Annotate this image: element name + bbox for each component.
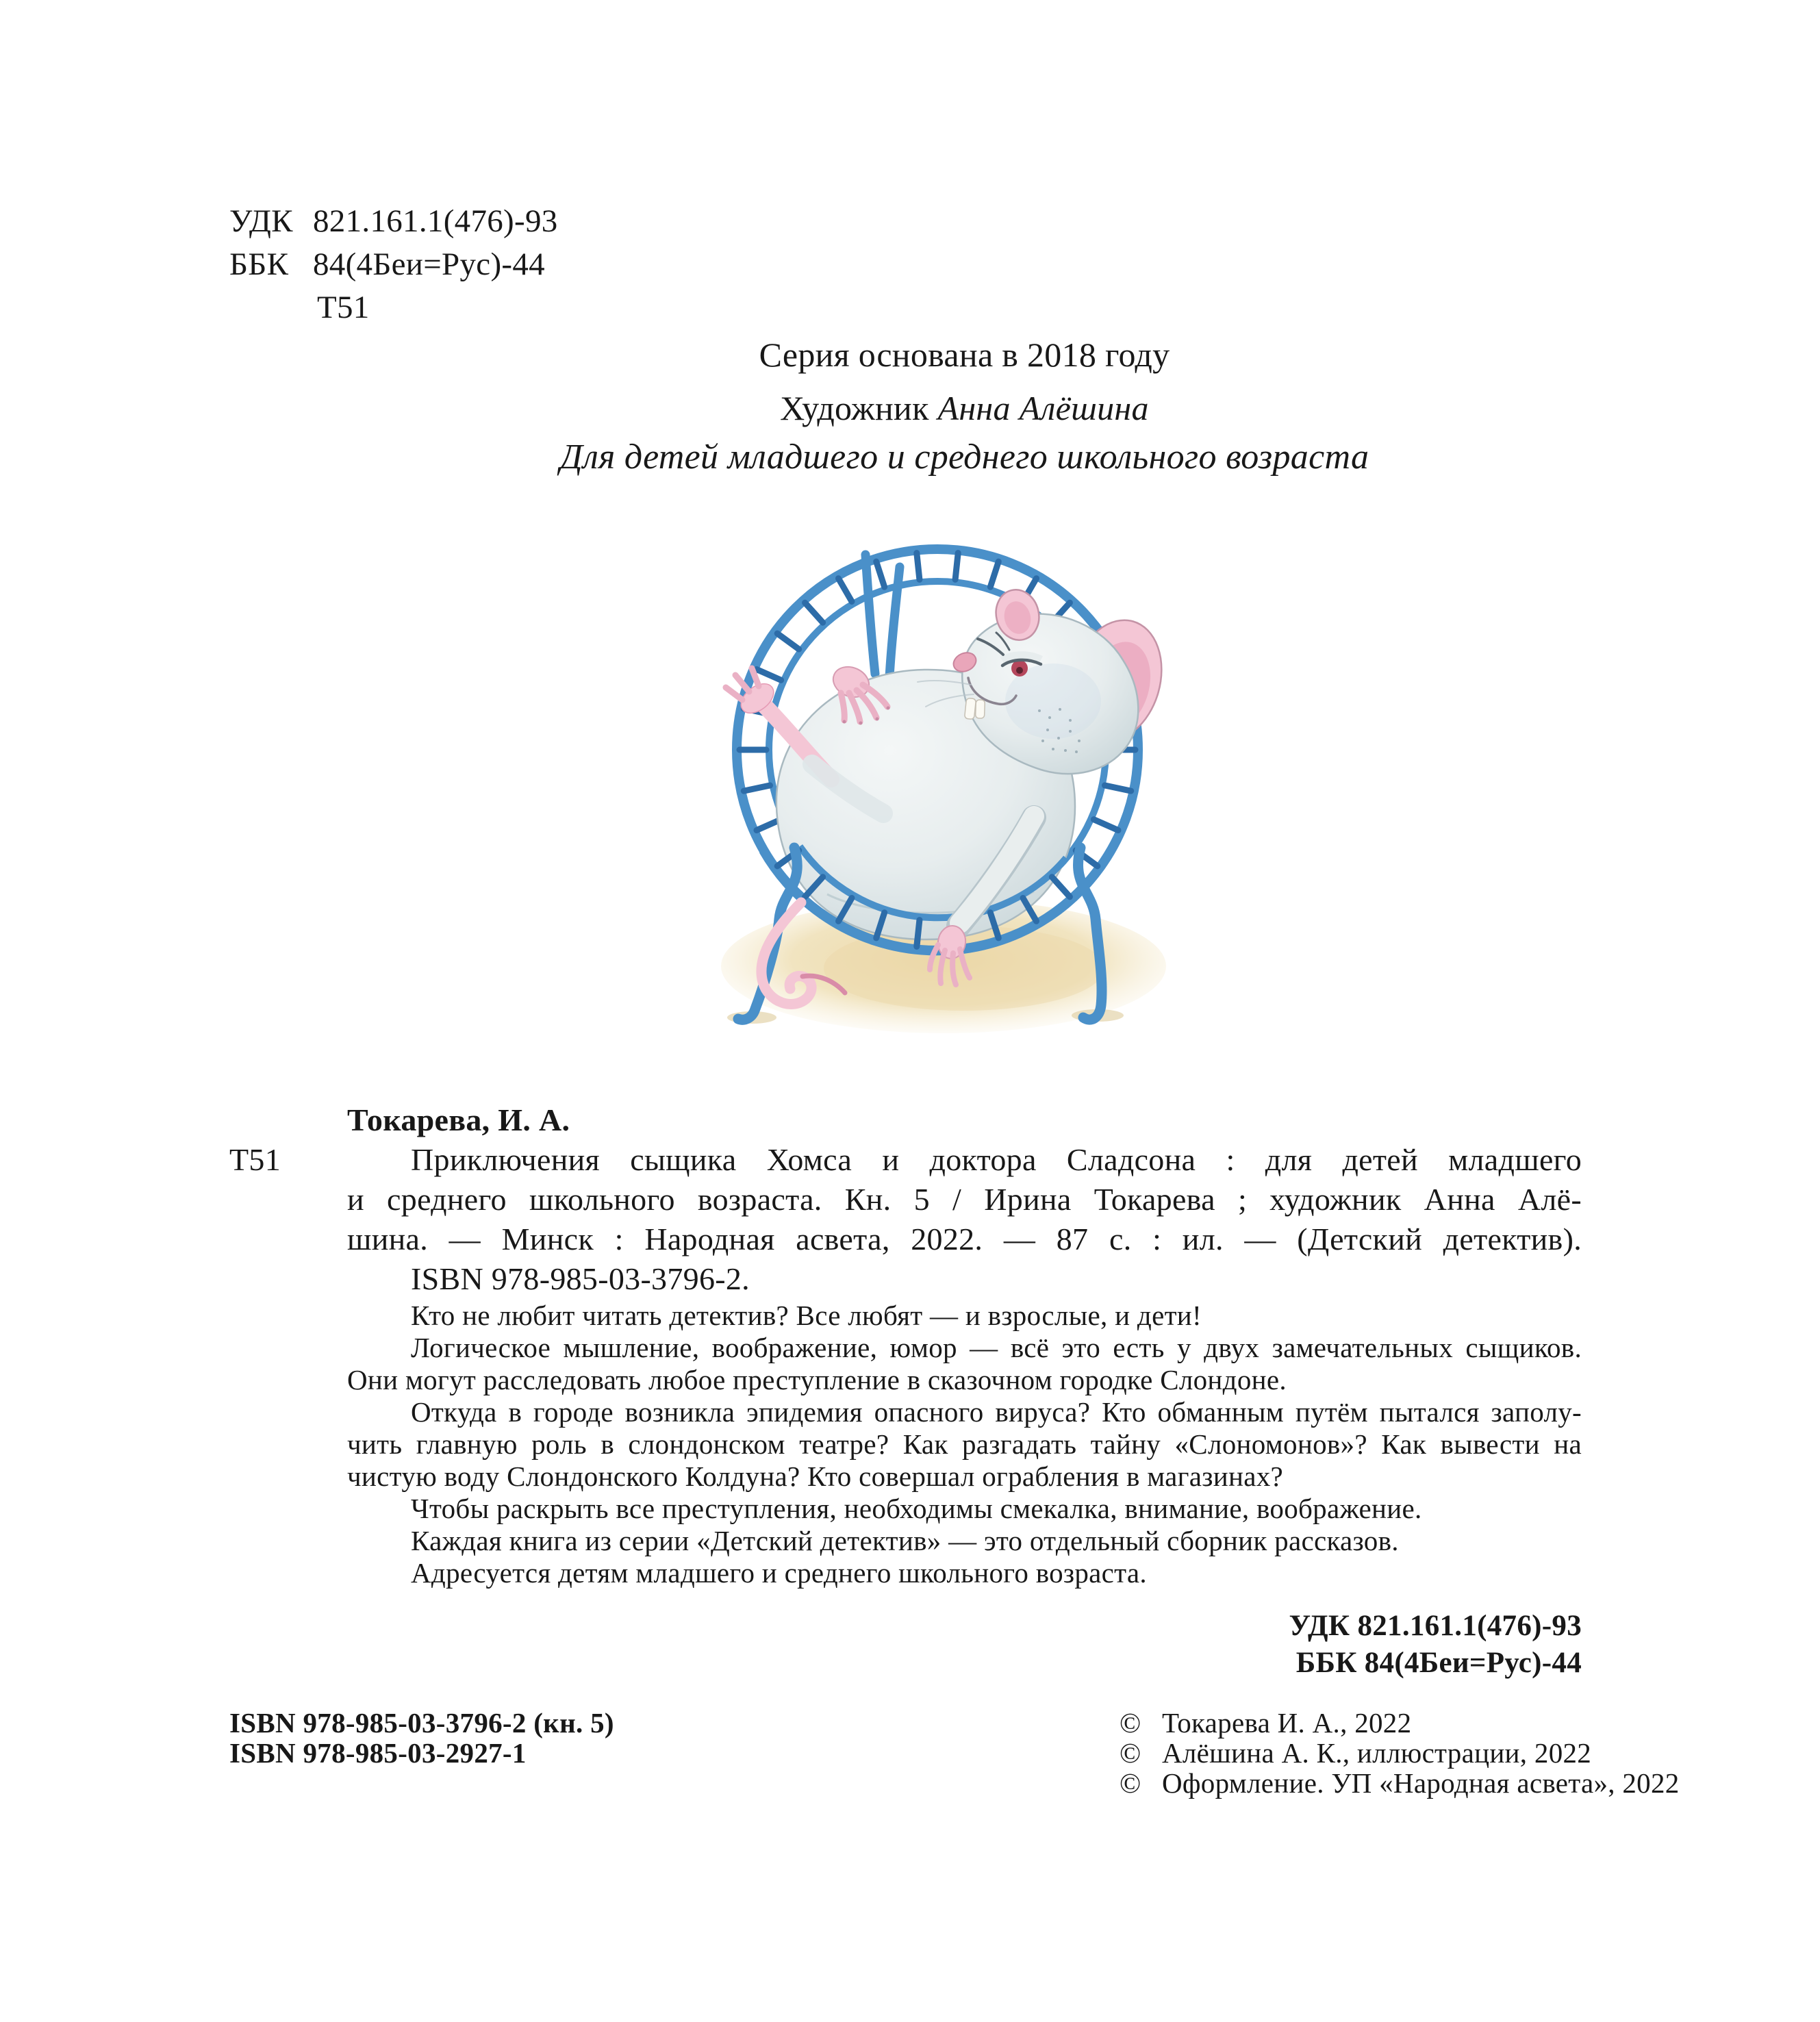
index-bbk: ББК 84(4Беи=Рус)-44 <box>1296 1647 1582 1679</box>
aline: Кто не любит читать детектив? Все любят — и взрослые, и дети! <box>411 1300 1202 1331</box>
aline: Логическое мышление, воображение, юмор — всё это есть у двух замечательных сыщиков. <box>411 1332 1582 1363</box>
aline: Каждая книга из серии «Детский детектив» — это отдельный сборник рассказов. <box>411 1525 1399 1556</box>
aline: чить главную роль в слондонском театре? Как разгадать тайну «Слономонов»? Как вывести на <box>347 1428 1582 1460</box>
bbk-line <box>229 243 558 286</box>
index-udk: УДК 821.161.1(476)-93 <box>1289 1610 1582 1642</box>
aline: Они могут расследовать любое преступление в сказочном городке Слондоне. <box>347 1364 1287 1395</box>
cline: и среднего школьного возраста. Кн. 5 / Ирина Токарева ; художник Анна Алё- <box>347 1182 1582 1217</box>
annotation <box>347 1300 1582 1589</box>
bbk-label: ББК <box>229 247 289 282</box>
copyright-icon: © <box>1120 1737 1141 1769</box>
artist-prefix: Художник <box>780 389 929 427</box>
catalog-author-sign: Т51 <box>229 1142 281 1177</box>
audience-note: Для детей младшего и среднего школьного возраста <box>559 438 1369 477</box>
aline: Адресуется детям младшего и среднего школьного возраста. <box>411 1557 1147 1589</box>
iline: ISBN 978-985-03-2927-1 <box>229 1737 527 1769</box>
bbk-value: 84(4Беи=Рус)-44 <box>313 247 545 282</box>
cline: Приключения сыщика Хомса и доктора Сладсона : для детей младшего <box>411 1142 1582 1177</box>
iline: ISBN 978-985-03-3796-2 (кн. 5) <box>229 1707 614 1739</box>
catalog-card <box>229 1100 1582 1299</box>
mouse-teeth <box>964 698 985 719</box>
aline: чистую воду Слондонского Колдуна? Кто совершал ограбления в магазинах? <box>347 1461 1284 1492</box>
series-founded-note: Серия основана в 2018 году <box>759 336 1170 374</box>
pline: © Оформление. УП «Народная асвета», 2022 <box>1120 1767 1680 1799</box>
author-sign-line <box>229 286 558 329</box>
series-headers <box>347 337 1582 477</box>
pline: © Алёшина А. К., иллюстрации, 2022 <box>1120 1737 1592 1769</box>
udk-line <box>229 200 558 243</box>
cline: ISBN 978-985-03-3796-2. <box>411 1261 750 1296</box>
isbn-block <box>229 1708 614 1768</box>
author-sign: Т51 <box>317 290 370 325</box>
catalog-card-lines <box>347 1100 1582 1299</box>
artist-name: Анна Алёшина <box>937 389 1149 427</box>
artist-note <box>347 390 1582 426</box>
copyright-icon: © <box>1120 1767 1141 1799</box>
cline: шина. — Минск : Народная асвета, 2022. — 87 с. : ил. — (Детский детектив). <box>347 1222 1582 1256</box>
udk-value: 821.161.1(476)-93 <box>313 203 558 239</box>
cline: Токарева, И. А. <box>347 1102 570 1137</box>
classification-block <box>229 200 558 329</box>
aline: Откуда в городе возникла эпидемия опасного вируса? Кто обманным путём пытался заполу- <box>411 1396 1582 1428</box>
pline: © Токарева И. А., 2022 <box>1120 1707 1412 1739</box>
aline: Чтобы раскрыть все преступления, необходимы смекалка, внимание, воображение. <box>411 1493 1422 1524</box>
index-block <box>1289 1608 1582 1682</box>
copyright-block <box>1120 1708 1680 1798</box>
mouse-in-wheel-illustration <box>697 538 1176 1039</box>
udk-label: УДК <box>229 203 293 239</box>
copyright-icon: © <box>1120 1707 1141 1739</box>
